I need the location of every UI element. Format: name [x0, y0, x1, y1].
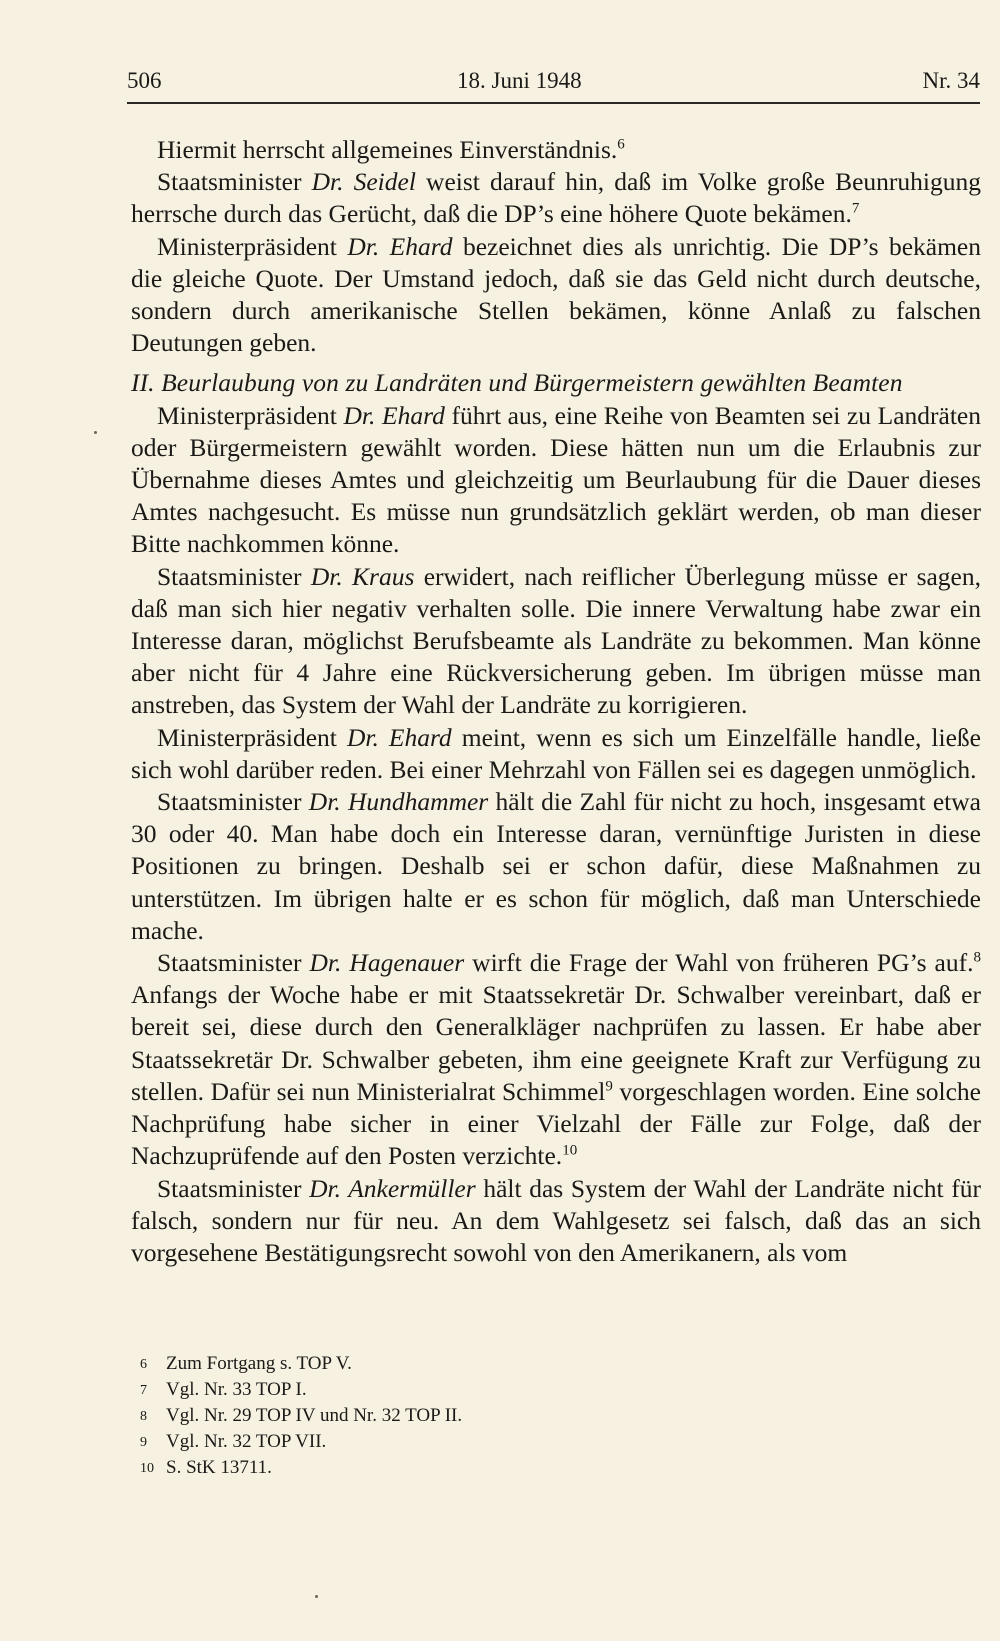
speaker-name: Dr. Ehard: [346, 722, 452, 752]
body-text: [131, 134, 981, 1269]
footnote: [140, 1351, 462, 1377]
paragraph-ehard-3: Ministerpräsident Dr. Ehard meint, wenn es sich um Einzelfälle handle, ließe sich wohl darüber reden. Bei einer Mehrzahl von Fällen sei es dagegen unmöglich.: [131, 722, 981, 784]
footnote: [140, 1455, 462, 1481]
footnote-ref: 7: [851, 200, 860, 217]
paragraph-consent: Hiermit herrscht allgemeines Einverständnis.$^6$: [157, 135, 625, 164]
footnote-number: 7: [140, 1383, 147, 1398]
section-heading: II. Beurlaubung von zu Landräten und Bürgermeistern gewählten Beamten: [131, 368, 903, 398]
footnote-ref: 6: [617, 136, 625, 153]
document-number: Nr. 34: [922, 68, 980, 93]
speaker-name: Dr. Hundhammer: [308, 787, 489, 817]
speaker-name: Dr. Ehard: [347, 231, 453, 261]
paragraph-ehard-2: Ministerpräsident Dr. Ehard führt aus, eine Reihe von Beamten sei zu Landräten oder Bürgermeistern gewählt worden. Diese hätten nun um die Erlaubnis zur Übernahme dieses Amtes und gleichzeitig um Beurlaubung für die Dauer dieses Amtes nachgesucht. Es müsse nun grundsätzlich geklärt werden, ob man dieser Bitte nachkommen könne.: [131, 400, 981, 559]
paragraph-hundhammer: Staatsminister Dr. Hundhammer hält die Zahl für nicht zu hoch, insgesamt etwa 30 oder 40. Man habe doch ein Interesse daran, vernünftige Juristen in diese Positionen zu bringen. Deshalb sei er schon dafür, diese Maßnahmen zu unterstützen. Im übrigen halte er es schon für möglich, daß man Unterschiede mache.: [131, 787, 981, 945]
speck-mark: [94, 431, 97, 434]
speaker-name: Dr. Seidel: [311, 167, 416, 197]
footnote: [140, 1429, 462, 1455]
paragraph-seidel: Staatsminister Dr. Seidel weist darauf hin, daß im Volke große Beunruhigung herrsche durch das Gerücht, daß die DP’s eine höhere Quote bekämen.$^7$: [131, 167, 981, 229]
running-header: [127, 68, 980, 104]
speaker-name: Dr. Ehard: [343, 400, 445, 430]
speaker-name: Dr. Kraus: [310, 561, 415, 591]
footnote-ref: 9: [605, 1078, 613, 1095]
footnote-ref: 10: [562, 1142, 578, 1159]
header-date: 18. Juni 1948: [457, 68, 582, 93]
speaker-name: Dr. Hagenauer: [309, 948, 465, 978]
speaker-name: Dr. Ankermüller: [309, 1173, 476, 1203]
page-number: 506: [127, 68, 162, 93]
footnote-text: Vgl. Nr. 33 TOP I.: [166, 1379, 307, 1400]
footnote-ref: 8: [973, 949, 981, 966]
footnote: [140, 1377, 462, 1403]
speck-mark: [315, 1595, 318, 1598]
footnote: [140, 1403, 462, 1429]
paragraph-ehard-1: Ministerpräsident Dr. Ehard bezeichnet dies als unrichtig. Die DP’s bekämen die gleiche Quote. Der Umstand jedoch, daß sie das Geld nicht durch deutsche, sondern durch amerikanische Stellen bekämen, könne Anlaß zu falschen Deutungen geben.: [131, 231, 981, 358]
footnote-number: 9: [140, 1435, 147, 1450]
footnote-number: 6: [140, 1357, 147, 1372]
footnote-number: 8: [140, 1409, 147, 1424]
footnote-text: Vgl. Nr. 29 TOP IV und Nr. 32 TOP II.: [166, 1405, 463, 1426]
paragraph-ankermueller: Staatsminister Dr. Ankermüller hält das System der Wahl der Landräte nicht für falsch, sondern nur für neu. An dem Wahlgesetz sei falsch, daß das an sich vorgesehene Bestätigungsrecht sowohl von den Amerikanern, als vom: [131, 1173, 982, 1267]
footnote-number: 10: [140, 1461, 154, 1476]
paragraph-hagenauer: Staatsminister Dr. Hagenauer wirft die Frage der Wahl von früheren PG’s auf.$^8$ Anfangs der Woche habe er mit Staatssekretär Dr. Schwalber vereinbart, daß er bereit sei, diese durch den Generalkläger nachprüfen zu lassen. Er habe aber Staatssekretär Dr. Schwalber gebeten, ihm eine geeignete Kraft zur Verfügung zu stellen. Dafür sei nun Ministerialrat Schimmel$^9$ vorgeschlagen worden. Eine solche Nachprüfung habe sicher in einer Vielzahl der Fälle zur Folge, daß der Nachzuprüfende auf den Posten verzichte.$^{10}$: [131, 948, 981, 1171]
footnote-text: Vgl. Nr. 32 TOP VII.: [166, 1431, 327, 1452]
footnote-text: S. StK 13711.: [166, 1457, 272, 1478]
paragraph-kraus: Staatsminister Dr. Kraus erwidert, nach reiflicher Überlegung müsse er sagen, daß man sich hier negativ verhalten solle. Die innere Verwaltung habe zwar ein Interesse daran, möglichst Berufsbeamte als Landräte zu bekommen. Man könne aber nicht für 4 Jahre eine Rückversicherung geben. Im übrigen müsse man anstreben, das System der Wahl der Landräte zu korrigieren.: [131, 561, 981, 720]
footnote-text: Zum Fortgang s. TOP V.: [166, 1353, 352, 1374]
footnotes: [140, 1351, 462, 1481]
